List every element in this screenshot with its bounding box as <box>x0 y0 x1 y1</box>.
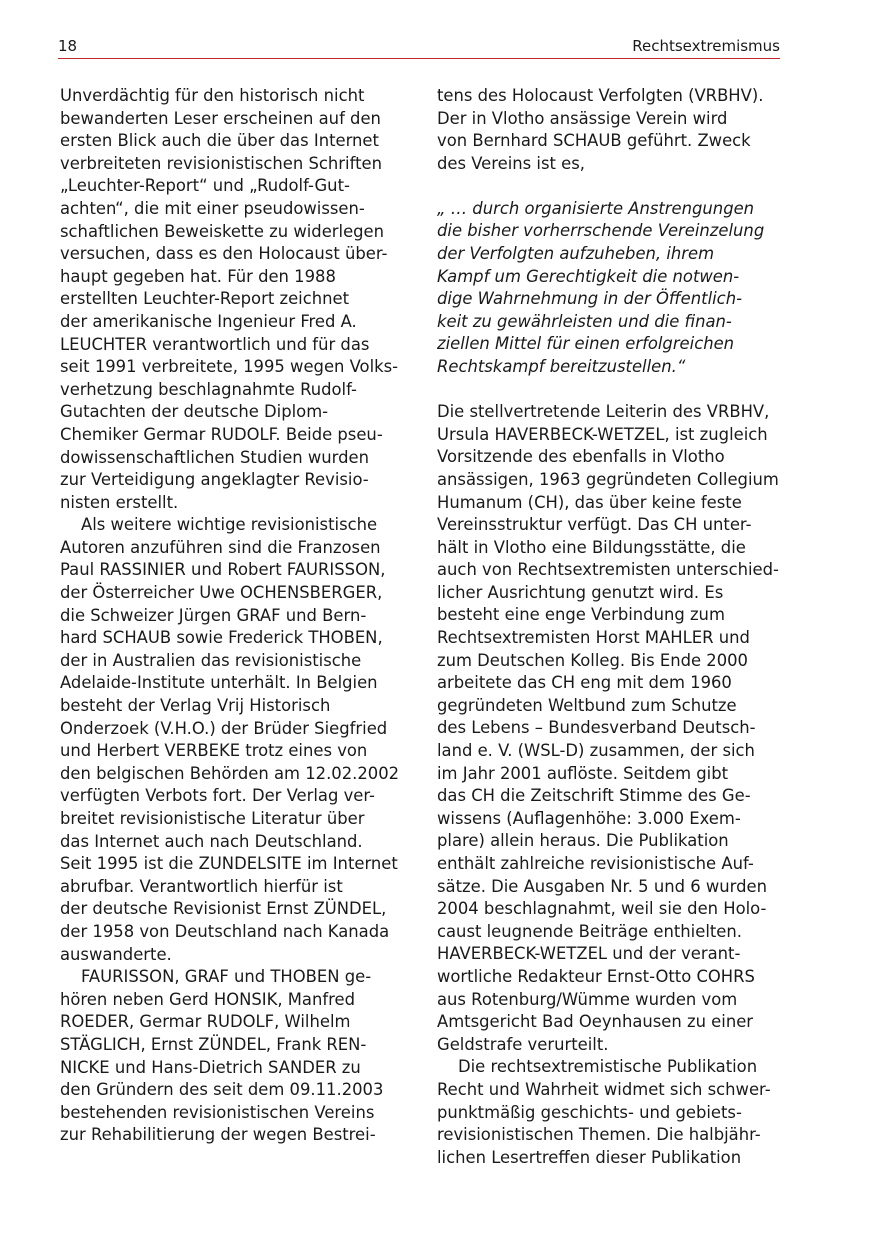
text-line: enthält zahlreiche revisionistische Auf- <box>437 854 754 873</box>
text-line: HAVERBECK-WETZEL und der verant- <box>437 944 741 964</box>
text-line: seit 1991 verbreitete, 1995 wegen Volks- <box>60 357 399 377</box>
text-line: auch von Rechtsextremisten unterschied- <box>437 560 779 580</box>
text-line: ziellen Mittel für einen erfolgreichen <box>437 334 735 354</box>
text-line: Die rechtsextremistische Publikation <box>458 1057 758 1077</box>
text-line: nisten erstellt. <box>60 492 179 512</box>
text-line: FAURISSON, GRAF und THOBEN ge- <box>81 967 372 987</box>
text-line: dowissenschaftlichen Studien wurden <box>60 447 370 467</box>
page-number: 18 <box>58 37 78 55</box>
text-line: Amtsgericht Bad Oeynhausen zu einer <box>437 1012 754 1032</box>
header-rule <box>58 58 780 59</box>
text-line: erstellten Leuchter-Report zeichnet <box>60 289 350 309</box>
text-line: zum Deutschen Kolleg. Bis Ende 2000 <box>437 650 748 670</box>
text-line: Seit 1995 ist die ZUNDELSITE im Internet <box>60 854 398 874</box>
text-line: Gutachten der deutsche Diplom- <box>60 402 329 422</box>
text-line: des Lebens – Bundesverband Deutsch- <box>437 718 756 738</box>
text-line: Der in Vlotho ansässige Verein wird <box>437 108 728 128</box>
text-line: verhetzung beschlagnahmte Rudolf- <box>60 379 357 399</box>
text-line: ersten Blick auch die über das Internet <box>60 131 379 151</box>
text-line: haupt gegeben hat. Für den 1988 <box>60 266 336 286</box>
text-line: NICKE und Hans-Dietrich SANDER zu <box>60 1057 361 1077</box>
text-line: der amerikanische Ingenieur Fred A. <box>60 311 357 331</box>
text-line: zur Verteidigung angeklagter Revisio- <box>60 470 369 490</box>
text-line: abrufbar. Verantwortlich hierfür ist <box>60 876 343 896</box>
text-line: Die stellvertretende Leiterin des VRBHV, <box>437 402 770 422</box>
text-line: verfügten Verbots fort. Der Verlag ver- <box>60 786 375 806</box>
text-line: „ … durch organisierte Anstrengungen <box>437 198 755 218</box>
text-line: im Jahr 2001 auflöste. Seitdem gibt <box>437 763 729 783</box>
text-line: punktmäßig geschichts- und gebiets- <box>437 1102 742 1122</box>
text-line: besteht eine enge Verbindung zum <box>437 605 725 625</box>
left-column-text <box>60 85 400 1147</box>
text-line: Adelaide-Institute unterhält. In Belgien <box>60 673 378 693</box>
running-title: Rechtsextremismus <box>632 37 780 55</box>
text-line: Geldstrafe verurteilt. <box>437 1034 609 1054</box>
text-line: sätze. Die Ausgaben Nr. 5 und 6 wurden <box>437 876 767 896</box>
text-line: hält in Vlotho eine Bildungsstätte, die <box>437 537 746 557</box>
block-quote <box>437 198 782 379</box>
text-line: schaftlichen Beweiskette zu widerlegen <box>60 221 385 241</box>
text-line: revisionistischen Themen. Die halbjähr- <box>437 1125 761 1145</box>
text-line: 2004 beschlagnahmt, weil sie den Holo- <box>437 899 767 919</box>
text-line: bewanderten Leser erscheinen auf den <box>60 108 381 128</box>
right-intro-text <box>437 85 782 175</box>
text-line: auswanderte. <box>60 944 172 964</box>
text-line: Als weitere wichtige revisionistische <box>81 515 378 535</box>
text-line: versuchen, dass es den Holocaust über- <box>60 244 388 264</box>
text-line: Rechtskampf bereitzustellen.“ <box>437 357 686 377</box>
text-line: Chemiker Germar RUDOLF. Beide pseu- <box>60 424 383 444</box>
text-line: Paul RASSINIER und Robert FAURISSON, <box>60 560 386 580</box>
text-line: der in Australien das revisionistische <box>60 650 362 670</box>
text-line: STÄGLICH, Ernst ZÜNDEL, Frank REN- <box>60 1034 367 1054</box>
text-line: Unverdächtig für den historisch nicht <box>60 86 365 105</box>
text-line: wissens (Auflagenhöhe: 3.000 Exem- <box>437 808 741 828</box>
text-line: Recht und Wahrheit widmet sich schwer- <box>437 1079 771 1099</box>
text-line: das CH die Zeitschrift Stimme des Ge- <box>437 786 751 806</box>
text-line: achten“, die mit einer pseudowissen- <box>60 198 365 218</box>
text-line: Ursula HAVERBECK-WETZEL, ist zugleich <box>437 424 768 444</box>
text-line: der deutsche Revisionist Ernst ZÜNDEL, <box>60 899 387 919</box>
text-line: bestehenden revisionistischen Vereins <box>60 1102 375 1122</box>
text-line: gegründeten Weltbund zum Schutze <box>437 695 737 715</box>
text-line: hard SCHAUB sowie Frederick THOBEN, <box>60 628 383 648</box>
text-line: Onderzoek (V.H.O.) der Brüder Siegfried <box>60 718 388 738</box>
text-line: der 1958 von Deutschland nach Kanada <box>60 921 390 941</box>
text-line: land e. V. (WSL-D) zusammen, der sich <box>437 741 755 761</box>
text-line: zur Rehabilitierung der wegen Bestrei- <box>60 1125 376 1145</box>
text-line: dige Wahrnehmung in der Öffentlich- <box>437 289 742 309</box>
text-line: verbreiteten revisionistischen Schriften <box>60 153 382 173</box>
text-line: von Bernhard SCHAUB geführt. Zweck <box>437 131 751 151</box>
left-column <box>60 85 400 1147</box>
text-line: Rechtsextremisten Horst MAHLER und <box>437 628 750 648</box>
text-line: die Schweizer Jürgen GRAF und Bern- <box>60 605 367 625</box>
text-line: licher Ausrichtung genutzt wird. Es <box>437 582 724 602</box>
right-column <box>437 85 782 1169</box>
text-line: lichen Lesertreffen dieser Publikation <box>437 1147 742 1167</box>
text-line: Humanum (CH), das über keine feste <box>437 492 742 512</box>
text-line: ROEDER, Germar RUDOLF, Wilhelm <box>60 1012 351 1032</box>
text-line: „Leuchter-Report“ und „Rudolf-Gut- <box>60 176 350 196</box>
text-line: ansässigen, 1963 gegründeten Collegium <box>437 469 779 489</box>
text-line: der Verfolgten aufzuheben, ihrem <box>437 244 715 264</box>
text-line: Autoren anzuführen sind die Franzosen <box>60 537 381 557</box>
text-line: caust leugnende Beiträge enthielten. <box>437 921 742 941</box>
text-line: Vorsitzende des ebenfalls in Vlotho <box>437 447 725 467</box>
text-line: Vereinsstruktur verfügt. Das CH unter- <box>437 515 752 535</box>
text-line: tens des Holocaust Verfolgten (VRBHV). <box>437 86 764 105</box>
text-line: der Österreicher Uwe OCHENSBERGER, <box>60 583 383 603</box>
text-line: wortliche Redakteur Ernst-Otto COHRS <box>437 966 755 986</box>
text-line: keit zu gewährleisten und die finan- <box>437 311 732 331</box>
text-line: die bisher vorherrschende Vereinzelung <box>437 221 765 241</box>
text-line: hören neben Gerd HONSIK, Manfred <box>60 989 355 1009</box>
text-line: den Gründern des seit dem 09.11.2003 <box>60 1080 384 1100</box>
text-line: breitet revisionistische Literatur über <box>60 809 365 828</box>
text-line: und Herbert VERBEKE trotz eines von <box>60 741 368 761</box>
text-line: des Vereins ist es, <box>437 153 585 173</box>
text-line: das Internet auch nach Deutschland. <box>60 831 363 851</box>
text-line: besteht der Verlag Vrij Historisch <box>60 696 331 716</box>
text-line: plare) allein heraus. Die Publikation <box>437 831 729 851</box>
text-line: Kampf um Gerechtigkeit die notwen- <box>437 266 740 286</box>
text-line: den belgischen Behörden am 12.02.2002 <box>60 763 400 783</box>
text-line: LEUCHTER verantwortlich und für das <box>60 334 370 354</box>
right-body-text <box>437 401 782 1169</box>
text-line: arbeitete das CH eng mit dem 1960 <box>437 673 732 693</box>
text-line: aus Rotenburg/Wümme wurden vom <box>437 989 738 1009</box>
